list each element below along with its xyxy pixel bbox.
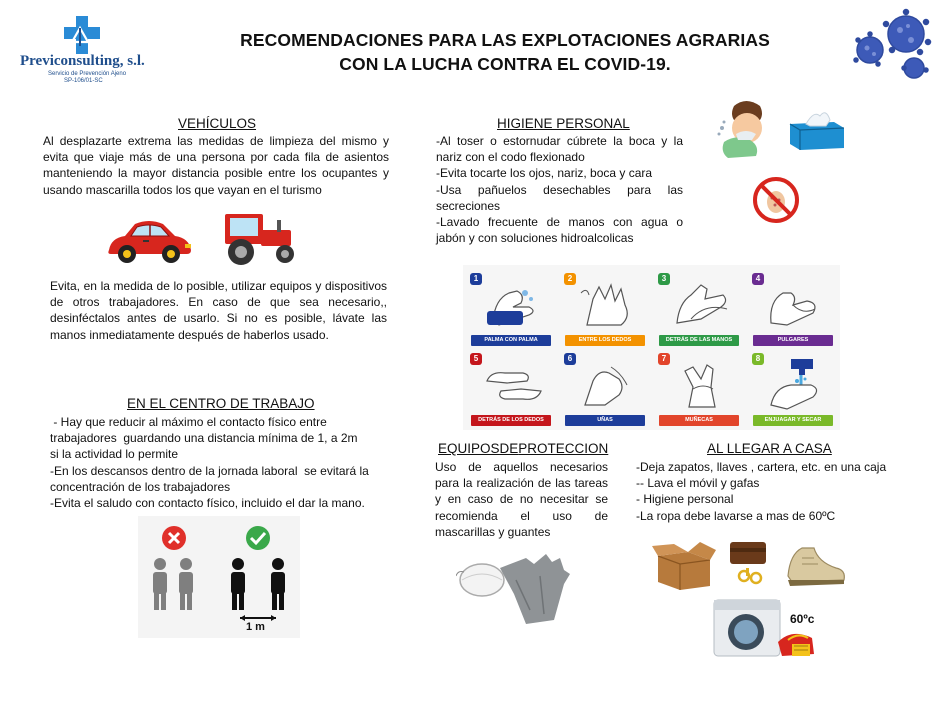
car-icon xyxy=(105,218,193,264)
higiene-item: -Lavado frecuente de manos con agua o jabón y con soluciones hidroalcolicas xyxy=(436,215,683,246)
mask-gloves-icon xyxy=(456,550,576,626)
centro-heading: EN EL CENTRO DE TRABAJO xyxy=(127,396,315,411)
step-label: PULGARES xyxy=(753,335,833,346)
step-label: PALMA CON PALMA xyxy=(471,335,551,346)
handwashing-step xyxy=(561,269,655,351)
hands-nails-icon xyxy=(575,359,641,411)
distance-label: 1 m xyxy=(246,621,265,633)
page-title xyxy=(200,28,810,76)
handwashing-step xyxy=(655,349,749,431)
centro-line: -Evita el saludo con contacto físico, incluido el dar la mano. xyxy=(50,496,365,511)
casa-item: -La ropa debe lavarse a mas de 60ºC xyxy=(636,508,836,523)
higiene-item: -Evita tocarte los ojos, nariz, boca y cara xyxy=(436,166,653,181)
centro-text xyxy=(50,414,395,511)
step-label: DETRÁS DE LAS MANOS xyxy=(659,335,739,346)
step-label: ENJUAGAR Y SECAR xyxy=(753,415,833,426)
sneezing-person-icon xyxy=(716,98,776,162)
coronavirus-icon xyxy=(848,4,940,84)
step-number: 8 xyxy=(752,353,764,365)
step-label: MUÑECAS xyxy=(659,415,739,426)
distance-illustration xyxy=(138,516,300,638)
title-line-1: RECOMENDACIONES PARA LAS EXPLOTACIONES AGRARIAS xyxy=(240,30,770,50)
casa-item: -Deja zapatos, llaves , cartera, etc. en una caja xyxy=(636,460,887,474)
centro-line: concentración de los trabajadores xyxy=(50,479,231,494)
step-number: 2 xyxy=(564,273,576,285)
step-number: 1 xyxy=(470,273,482,285)
step-label: UÑAS xyxy=(565,415,645,426)
hands-back-fingers-icon xyxy=(481,361,547,409)
higiene-item: -Usa pañuelos desechables para las secreciones xyxy=(436,182,683,213)
higiene-item: -Al toser o estornudar cúbrete la boca y la nariz con el codo flexionado xyxy=(436,134,683,165)
tissue-box-icon xyxy=(786,108,848,152)
equipos-text: Uso de aquellos necesarios para la realización de las tareas y en caso de no necesitar se recomienda el uso de mascarillas y guantes xyxy=(435,460,608,539)
company-name: Previconsulting, s.l. xyxy=(20,53,145,69)
handwashing-step xyxy=(467,349,561,431)
hands-thumbs-icon xyxy=(763,279,829,331)
company-code: SP-106/01-SC xyxy=(64,78,103,84)
casa-item: -- Lava el móvil y gafas xyxy=(636,476,760,491)
higiene-heading: HIGIENE PERSONAL xyxy=(497,116,630,131)
hands-rinse-icon xyxy=(763,355,829,411)
temperature-label: 60ºc xyxy=(790,612,815,626)
step-number: 4 xyxy=(752,273,764,285)
centro-line: trabajadores guardando una distancia mínima de 1, a 2m xyxy=(50,431,358,446)
equipos-heading xyxy=(438,441,608,456)
hands-back-icon xyxy=(671,279,735,331)
wallet-keys-icon xyxy=(728,540,770,588)
casa-heading: AL LLEGAR A CASA xyxy=(707,441,832,456)
vehiculos-text-2: Evita, en la medida de lo posible, utilizar equipos y dispositivos de otros trabajadores. En caso de que sea necesario,, desinféctalos antes de usarlo. Si no es posible, lávate las manos inmediatamente después de haberlos usado. xyxy=(50,279,387,342)
centro-line: si la actividad lo permite xyxy=(50,447,179,462)
company-logo-icon xyxy=(62,16,102,54)
handwashing-step xyxy=(655,269,749,351)
cardboard-box-icon xyxy=(650,538,716,592)
equipos-heading-word: EQUIPOS xyxy=(438,441,500,456)
step-number: 7 xyxy=(658,353,670,365)
higiene-list xyxy=(436,133,683,246)
washing-machine-icon xyxy=(712,598,816,658)
equipos-heading-word: DE xyxy=(499,441,519,456)
equipos-heading-word: PROTECCION xyxy=(518,441,609,456)
hands-palm-icon xyxy=(485,281,545,331)
no-touch-face-icon xyxy=(752,176,800,224)
centro-line: -En los descansos dentro de la jornada laboral se evitará la xyxy=(50,463,369,478)
handwashing-step xyxy=(749,349,843,431)
centro-line: - Hay que reducir al máximo el contacto físico entre xyxy=(50,415,327,429)
step-label: ENTRE LOS DEDOS xyxy=(565,335,645,346)
step-number: 6 xyxy=(564,353,576,365)
tractor-icon xyxy=(219,210,299,266)
step-label: DETRÁS DE LOS DEDOS xyxy=(471,415,551,426)
hands-wrists-icon xyxy=(671,359,735,411)
handwashing-step xyxy=(749,269,843,351)
shoes-icon xyxy=(784,540,854,590)
title-line-2: CON LA LUCHA CONTRA EL COVID-19. xyxy=(339,54,671,74)
casa-list xyxy=(636,459,906,524)
company-subtitle: Servicio de Prevención Ajeno xyxy=(48,71,127,77)
vehiculos-heading: VEHÍCULOS xyxy=(178,116,257,131)
casa-item: - Higiene personal xyxy=(636,492,734,507)
handwashing-step xyxy=(561,349,655,431)
handwashing-step xyxy=(467,269,561,351)
hands-fingers-icon xyxy=(577,279,641,331)
vehiculos-text: Al desplazarte extrema las medidas de limpieza del mismo y evita que viaje más de una persona por cada fila de asientos manteniendo la mayor distancia posible entre los ocupantes y usando mascarilla todos los que vayan en el turismo xyxy=(43,134,389,197)
step-number: 3 xyxy=(658,273,670,285)
handwashing-steps xyxy=(463,265,840,430)
step-number: 5 xyxy=(470,353,482,365)
